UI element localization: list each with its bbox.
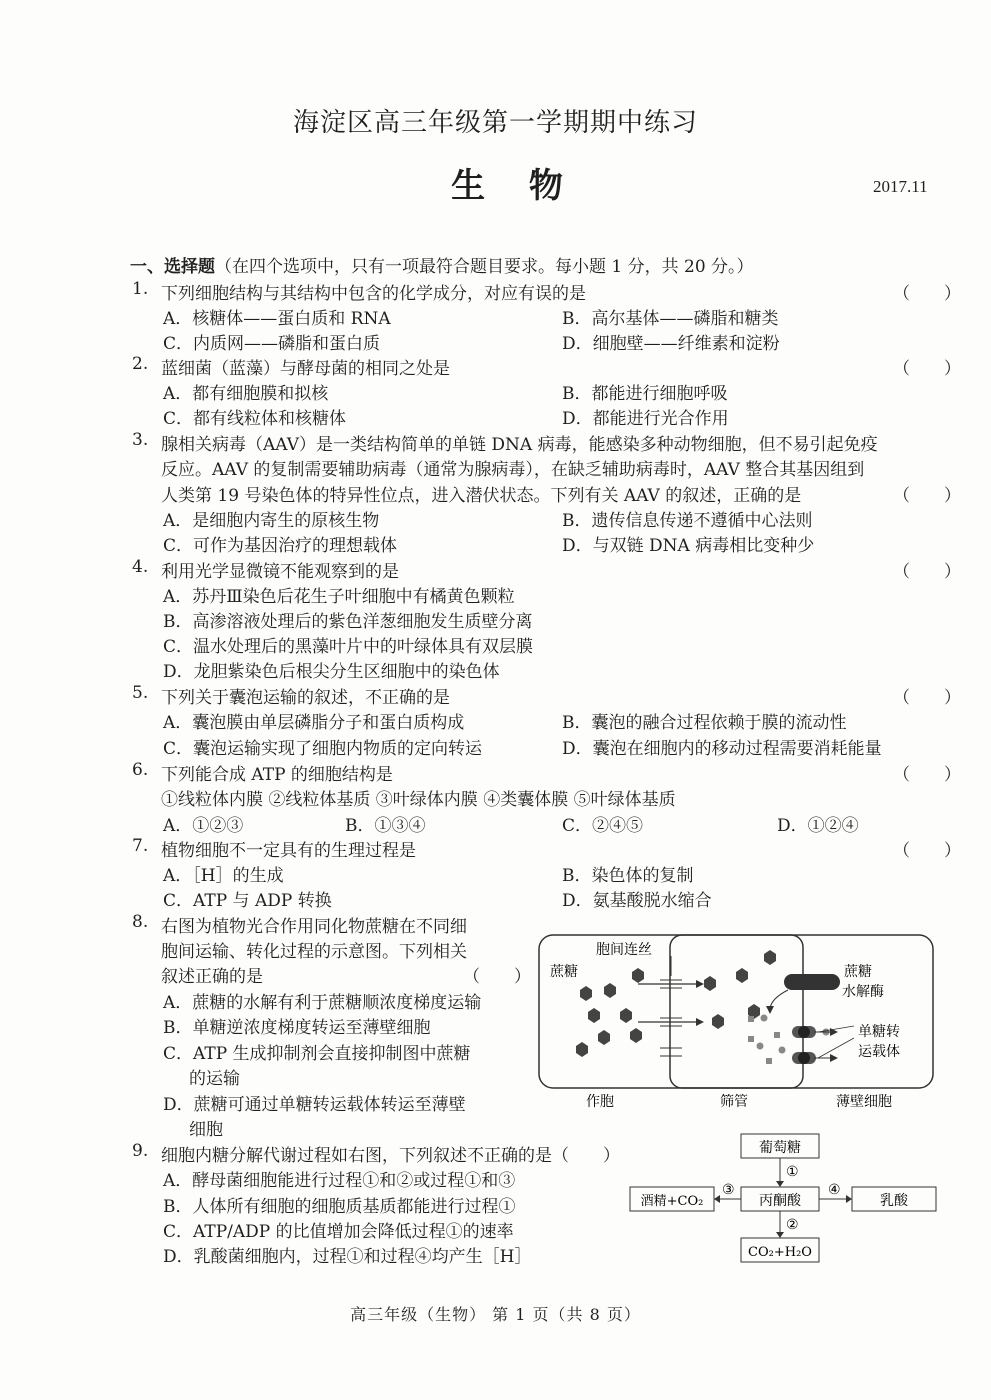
monosaccharide [757, 1043, 764, 1050]
question-number: 3. [132, 430, 149, 450]
question-stem: 腺相关病毒（AAV）是一类结构简单的单链 DNA 病毒，能感染多种动物细胞，但不易引起免疫 [161, 435, 878, 455]
question-number: 9. [132, 1141, 149, 1161]
option-d: D．龙胆紫染色后根尖分生区细胞中的染色体 [163, 662, 500, 682]
option-c: C．温水处理后的黑藻叶片中的叶绿体具有双层膜 [163, 637, 534, 657]
subject-title: 生 物 [451, 166, 579, 206]
monosaccharide [774, 1032, 780, 1038]
option-a: A．酵母菌细胞能进行过程①和②或过程①和③ [163, 1171, 516, 1191]
option-c: C．②④⑤ [562, 816, 644, 836]
arrow-head [776, 1181, 784, 1187]
sucrose-molecule [764, 950, 776, 965]
answer-blank: （ ） [893, 284, 961, 304]
question-stem: 下列细胞结构与其结构中包含的化学成分，对应有误的是 [161, 284, 586, 304]
label-transporter-line1: 单糖转 [858, 1024, 900, 1040]
option-a: A．［H］的生成 [163, 866, 284, 886]
arrow-head [776, 1232, 784, 1238]
arrow-head [766, 1006, 774, 1014]
label-transporter-line2: 运载体 [858, 1044, 900, 1060]
monosaccharide [761, 1015, 768, 1022]
option-b: B．人体所有细胞的细胞质基质都能进行过程① [163, 1197, 516, 1217]
sucrose-molecule [632, 968, 644, 983]
option-b: B．染色体的复制 [562, 866, 694, 886]
answer-blank: （ ） [463, 967, 531, 987]
arrow-head [830, 1054, 838, 1062]
sucrose-molecules [576, 950, 776, 1057]
label-plasmodesmata: 胞间连丝 [596, 942, 652, 958]
question-number: 1. [132, 279, 149, 299]
question-stem: 下列能合成 ATP 的细胞结构是 [161, 765, 393, 785]
option-d: D．氨基酸脱水缩合 [562, 891, 712, 911]
question-number: 4. [132, 557, 149, 577]
option-d: D．都能进行光合作用 [562, 409, 729, 429]
option-d: D．与双链 DNA 病毒相比变种少 [562, 536, 815, 556]
option-b: B．囊泡的融合过程依赖于膜的流动性 [562, 713, 847, 733]
page-footer: 高三年级（生物） 第 1 页（共 8 页） [350, 1305, 641, 1324]
arrow-head [714, 1195, 720, 1203]
question-stem: 利用光学显微镜不能观察到的是 [161, 562, 399, 582]
option-d: D．①②④ [777, 816, 859, 836]
monosaccharide [748, 1016, 754, 1022]
question-stem: 反应。AAV 的复制需要辅助病毒（通常为腺病毒），在缺乏辅助病毒时，AAV 整合其基因组到 [161, 460, 865, 480]
question-stem: 叙述正确的是 [161, 967, 263, 987]
sucrose-molecule [588, 1008, 600, 1023]
question-number: 8. [132, 912, 149, 932]
question-stem: 人类第 19 号染色体的特异性位点，进入潜伏状态。下列有关 AAV 的叙述，正确的是 [161, 486, 802, 506]
co2-water-label: CO₂+H₂O [748, 1245, 812, 1260]
label-pointer [818, 1038, 854, 1058]
sucrose-molecule [580, 986, 592, 1001]
glycolysis-flowchart [628, 1130, 940, 1266]
ethanol-label: 酒精+CO₂ [640, 1194, 704, 1209]
option-c: C．可作为基因治疗的理想载体 [163, 536, 398, 556]
sucrase-enzyme [784, 974, 840, 990]
answer-blank: （ ） [893, 486, 961, 506]
exam-title: 海淀区高三年级第一学期期中练习 [292, 108, 698, 138]
option-a: A．囊泡膜由单层磷脂分子和蛋白质构成 [163, 713, 465, 733]
exam-date: 2017.11 [873, 177, 928, 196]
question-stem: 细胞内糖分解代谢过程如右图，下列叙述不正确的是（ ） [161, 1146, 620, 1166]
option-d-continued: 细胞 [189, 1120, 223, 1140]
glucose-label: 葡萄糖 [759, 1140, 801, 1156]
monosaccharides [748, 1015, 830, 1065]
sieve-tube-outline [670, 935, 803, 1088]
option-a: A．核糖体——蛋白质和 RNA [163, 309, 391, 329]
monosaccharide [766, 1058, 772, 1064]
pyruvate-label: 丙酮酸 [759, 1193, 801, 1209]
answer-blank: （ ） [893, 359, 961, 379]
option-a: A．是细胞内寄生的原核生物 [163, 511, 380, 531]
step-1-label: ① [786, 1164, 799, 1180]
option-b: B．高渗溶液处理后的紫色洋葱细胞发生质壁分离 [163, 612, 533, 632]
option-d: D．细胞壁——纤维素和淀粉 [562, 334, 780, 354]
label-sucrase-line1: 蔗糖 [844, 964, 872, 980]
lactate-label: 乳酸 [880, 1193, 908, 1209]
question-number: 5. [132, 683, 149, 703]
arrow-head [696, 1018, 704, 1026]
option-c: C．内质网——磷脂和蛋白质 [163, 334, 381, 354]
answer-blank: （ ） [893, 765, 961, 785]
option-c: C．囊泡运输实现了细胞内物质的定向转运 [163, 739, 483, 759]
section-heading [130, 252, 754, 277]
question-number: 7. [132, 836, 149, 856]
sucrose-molecule [704, 976, 716, 991]
step-2-label: ② [786, 1217, 799, 1233]
option-d: D．蔗糖可通过单糖转运载体转运至薄壁 [163, 1095, 466, 1115]
label-sieve-tube: 筛管 [720, 1094, 748, 1110]
option-b: B．单糖逆浓度梯度转运至薄壁细胞 [163, 1018, 431, 1038]
question-stem: 蓝细菌（蓝藻）与酵母菌的相同之处是 [161, 359, 450, 379]
option-c: C．都有线粒体和核糖体 [163, 409, 347, 429]
answer-blank: （ ） [893, 688, 961, 708]
option-a: A．苏丹Ⅲ染色后花生子叶细胞中有橘黄色颗粒 [163, 587, 515, 607]
option-c: C．ATP 生成抑制剂会直接抑制图中蔗糖 [163, 1044, 471, 1064]
transporter-core [798, 1026, 810, 1038]
option-b: B．①③④ [345, 816, 426, 836]
question-stem: ①线粒体内膜 ②线粒体基质 ③叶绿体内膜 ④类囊体膜 ⑤叶绿体基质 [161, 790, 676, 810]
step-4-label: ④ [828, 1182, 841, 1198]
question-stem: 下列关于囊泡运输的叙述，不正确的是 [161, 688, 450, 708]
question-stem: 右图为植物光合作用同化物蔗糖在不同细 [161, 917, 467, 937]
step-3-label: ③ [722, 1182, 735, 1198]
arrow-head [846, 1195, 852, 1203]
question-stem: 植物细胞不一定具有的生理过程是 [161, 841, 416, 861]
option-b: B．遗传信息传递不遵循中心法则 [562, 511, 813, 531]
option-b: B．高尔基体——磷脂和糖类 [562, 309, 779, 329]
section-label: 一、选择题 [130, 257, 215, 277]
hydrolysis-arrow [770, 990, 788, 1008]
transporter-core [798, 1052, 810, 1064]
monosaccharide [779, 1047, 786, 1054]
question-number: 6. [132, 760, 149, 780]
option-c: C．ATP 与 ADP 转换 [163, 891, 332, 911]
answer-blank: （ ） [893, 562, 961, 582]
sucrose-molecule [630, 1028, 642, 1043]
option-a: A．蔗糖的水解有利于蔗糖顺浓度梯度运输 [163, 993, 482, 1013]
sucrose-molecule [576, 1042, 588, 1057]
question-number: 2. [132, 354, 149, 374]
option-b: B．都能进行细胞呼吸 [562, 384, 728, 404]
monosaccharide [748, 1036, 754, 1042]
sucrose-transport-diagram [536, 932, 936, 1112]
question-stem: 胞间运输、转化过程的示意图。下列相关 [161, 942, 467, 962]
label-sucrose: 蔗糖 [550, 964, 578, 980]
option-c: C．ATP/ADP 的比值增加会降低过程①的速率 [163, 1222, 514, 1242]
sucrose-molecule [598, 1030, 610, 1045]
label-sucrase-line2: 水解酶 [842, 984, 884, 1000]
sucrose-molecule [620, 1008, 632, 1023]
sucrose-molecule [736, 968, 748, 983]
section-note: （在四个选项中，只有一项最符合题目要求。每小题 1 分，共 20 分。） [215, 257, 754, 277]
arrow-head [696, 980, 704, 988]
option-d: D．乳酸菌细胞内，过程①和过程④均产生［H］ [163, 1247, 532, 1267]
option-d: D．囊泡在细胞内的移动过程需要消耗能量 [562, 739, 882, 759]
sucrose-molecule [604, 983, 616, 998]
label-parenchyma-cell: 薄壁细胞 [836, 1094, 892, 1110]
sucrose-molecule [712, 1014, 724, 1029]
option-a: A．①②③ [163, 816, 244, 836]
answer-blank: （ ） [893, 841, 961, 861]
label-cell-left: 作胞 [586, 1094, 614, 1110]
option-a: A．都有细胞膜和拟核 [163, 384, 329, 404]
option-c-continued: 的运输 [189, 1069, 240, 1089]
